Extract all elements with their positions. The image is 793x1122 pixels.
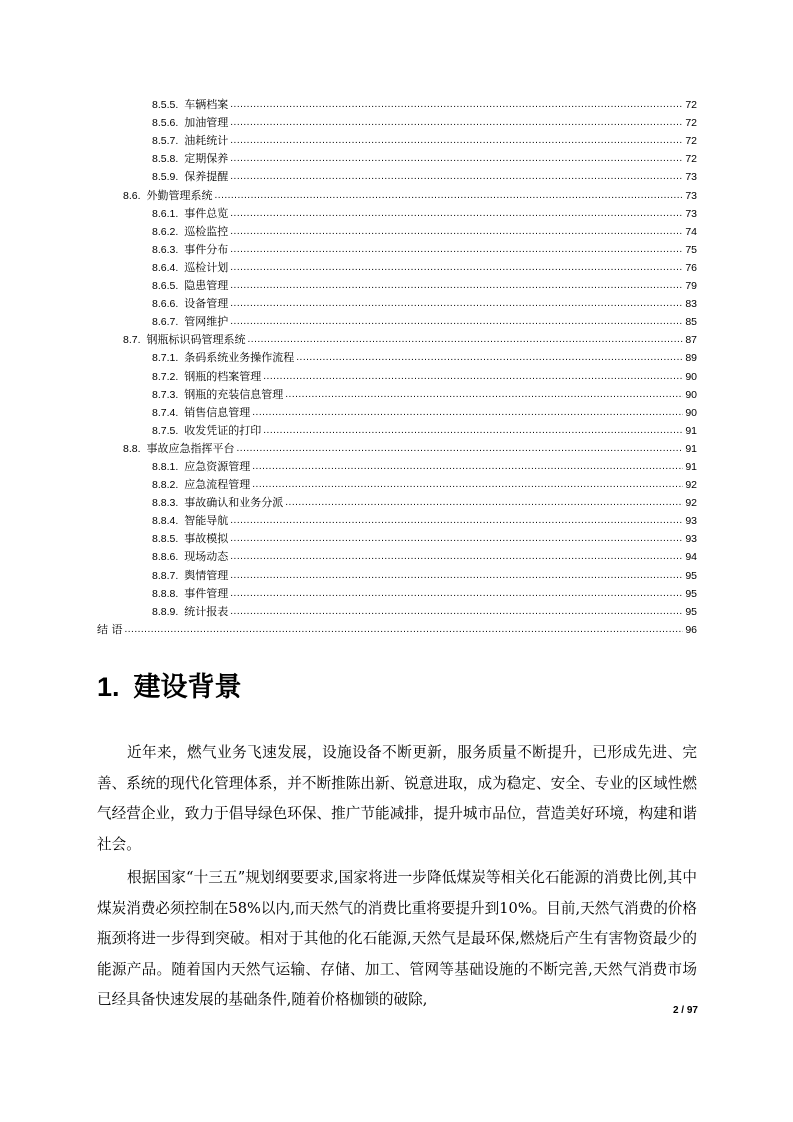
toc-entry-title: 加油管理: [184, 116, 229, 130]
toc-entry[interactable]: [97, 96, 697, 114]
toc-entry-number: 8.6.6.: [152, 298, 179, 311]
page-number: 2 / 97: [672, 1005, 698, 1016]
toc-entry-page: 90: [685, 388, 697, 401]
toc-entry-page: 90: [685, 370, 697, 383]
toc-entry-title: 钢瓶的充装信息管理: [184, 387, 284, 401]
toc-entry-number: 8.6.2.: [152, 225, 179, 238]
toc-entry-number: 8.6.3.: [152, 243, 179, 256]
toc-dot-leader: [215, 187, 684, 205]
toc-entry[interactable]: [97, 313, 697, 331]
toc-entry-page: 89: [685, 352, 697, 365]
toc-entry[interactable]: [97, 476, 697, 494]
toc-entry-number: 8.5.8.: [152, 153, 179, 166]
toc-entry[interactable]: [97, 530, 697, 548]
toc-entry-title: 车辆档案: [184, 98, 229, 112]
toc-entry-number: 8.5.6.: [152, 117, 179, 130]
paragraph: 近年来，燃气业务飞速发展，设施设备不断更新，服务质量不断提升，已形成先进、完善、系统的现代化管理体系，并不断推陈出新、锐意进取，成为稳定、安全、专业的区域性燃气经营企业，致力于倡导绿色环保、推广节能减排，提升城市品位，营造美好环境，构建和谐社会。: [97, 744, 697, 853]
toc-dot-leader: [248, 331, 684, 349]
toc-entry-number: 8.6.: [123, 189, 141, 202]
toc-entry-title: 巡检计划: [184, 260, 229, 274]
toc-entry-title: 钢瓶标识码管理系统: [146, 333, 246, 347]
toc-entry[interactable]: [97, 494, 697, 512]
toc-dot-leader: [230, 277, 683, 295]
toc-entry-page: 72: [685, 117, 697, 130]
toc-dot-leader: [230, 512, 683, 530]
toc-dot-leader: [230, 241, 683, 259]
toc-entry-number: 8.7.1.: [152, 352, 179, 365]
toc-entry[interactable]: [97, 386, 697, 404]
toc-entry-title: 隐患管理: [184, 279, 229, 293]
toc-entry-page: 95: [685, 605, 697, 618]
toc-dot-leader: [230, 132, 683, 150]
toc-entry-title: 事故应急指挥平台: [146, 441, 235, 455]
toc-entry[interactable]: [97, 168, 697, 186]
toc-entry[interactable]: [97, 367, 697, 385]
toc-entry-number: 8.5.5.: [152, 99, 179, 112]
toc-entry-number: 8.7.3.: [152, 388, 179, 401]
toc-entry-number: 8.8.8.: [152, 587, 179, 600]
toc-entry-number: 8.8.4.: [152, 515, 179, 528]
toc-entry-page: 72: [685, 99, 697, 112]
toc-entry-number: 8.8.2.: [152, 479, 179, 492]
toc-entry[interactable]: [97, 603, 697, 621]
toc-entry-page: 73: [685, 207, 697, 220]
toc-entry-title: 事件总览: [184, 206, 229, 220]
toc-entry-page: 95: [685, 587, 697, 600]
toc-entry[interactable]: [97, 512, 697, 530]
toc-dot-leader: [230, 168, 683, 186]
toc-dot-leader: [263, 422, 683, 440]
toc-entry-number: 8.8.3.: [152, 497, 179, 510]
paragraph: 根据国家“十三五”规划纲要要求,国家将进一步降低煤炭等相关化石能源的消费比例,其中煤炭消费必须控制在58%以内,而天然气的消费比重将要提升到10%。目前,天然气消费的价格瓶颈将进一步得到突破。相对于其他的化石能源,天然气是最环保,燃烧后产生有害物资最少的能源产品。随着国内天然气运输、存储、加工、管网等基础设施的不断完善,天然气消费市场已经具备快速发展的基础条件,随着价格枷锁的破除,: [97, 869, 697, 1008]
toc-entry-title: 巡检监控: [184, 224, 229, 238]
toc-entry-number: 8.6.7.: [152, 316, 179, 329]
toc-entry-number: 8.5.7.: [152, 135, 179, 148]
toc-entry-title: 应急流程管理: [184, 478, 251, 492]
toc-entry-page: 76: [685, 261, 697, 274]
toc-entry-title: 结 语: [97, 622, 123, 636]
toc-entry-title: 销售信息管理: [184, 405, 251, 419]
toc-entry-number: 8.7.5.: [152, 424, 179, 437]
toc-dot-leader: [230, 313, 683, 331]
toc-entry-page: 96: [685, 623, 697, 636]
toc-entry[interactable]: [97, 241, 697, 259]
toc-entry-page: 93: [685, 533, 697, 546]
toc-dot-leader: [125, 621, 684, 639]
toc-dot-leader: [230, 96, 683, 114]
toc-entry-title: 现场动态: [184, 550, 229, 564]
toc-entry-page: 73: [685, 171, 697, 184]
toc-dot-leader: [230, 114, 683, 132]
toc-entry[interactable]: [97, 223, 697, 241]
toc-entry[interactable]: [97, 458, 697, 476]
section-title: 建设背景: [133, 672, 242, 703]
section-heading: [97, 665, 242, 704]
toc-entry-page: 93: [685, 515, 697, 528]
toc-entry-page: 72: [685, 135, 697, 148]
toc-entry-title: 定期保养: [184, 152, 229, 166]
toc-entry-page: 83: [685, 298, 697, 311]
toc-entry-number: 8.7.: [123, 334, 141, 347]
toc-entry-number: 8.8.5.: [152, 533, 179, 546]
toc-dot-leader: [230, 295, 683, 313]
toc-entry-title: 条码系统业务操作流程: [184, 351, 295, 365]
toc-dot-leader: [230, 223, 683, 241]
toc-entry-title: 外勤管理系统: [146, 188, 213, 202]
toc-entry-number: 8.8.1.: [152, 460, 179, 473]
toc-dot-leader: [252, 476, 683, 494]
toc-entry-title: 设备管理: [184, 297, 229, 311]
toc-entry[interactable]: [97, 331, 697, 349]
toc-entry-page: 72: [685, 153, 697, 166]
toc-entry-number: 8.6.4.: [152, 261, 179, 274]
toc-entry-title: 统计报表: [184, 604, 229, 618]
toc-entry-number: 8.7.2.: [152, 370, 179, 383]
toc-dot-leader: [230, 259, 683, 277]
toc-dot-leader: [296, 349, 683, 367]
toc-entry-title: 保养提醒: [184, 170, 229, 184]
toc-entry-title: 事故确认和业务分派: [184, 496, 284, 510]
toc-entry[interactable]: [97, 585, 697, 603]
toc-dot-leader: [230, 150, 683, 168]
toc-entry-title: 钢瓶的档案管理: [184, 369, 262, 383]
toc-entry-page: 95: [685, 569, 697, 582]
toc-entry-page: 79: [685, 280, 697, 293]
toc-dot-leader: [230, 585, 683, 603]
toc-entry[interactable]: [97, 422, 697, 440]
toc-entry-page: 91: [685, 424, 697, 437]
toc-dot-leader: [252, 458, 683, 476]
toc-entry[interactable]: [97, 440, 697, 458]
toc-entry-number: 8.8.: [123, 442, 141, 455]
toc-entry[interactable]: [97, 404, 697, 422]
toc-entry-number: 8.8.6.: [152, 551, 179, 564]
toc-dot-leader: [285, 494, 683, 512]
toc-entry-page: 87: [685, 334, 697, 347]
toc-entry[interactable]: [97, 114, 697, 132]
toc-entry-title: 收发凭证的打印: [184, 423, 262, 437]
toc-entry-page: 91: [685, 442, 697, 455]
toc-entry-page: 92: [685, 497, 697, 510]
toc-entry-title: 事故模拟: [184, 532, 229, 546]
toc-dot-leader: [252, 404, 683, 422]
toc-entry-number: 8.7.4.: [152, 406, 179, 419]
toc-dot-leader: [230, 567, 683, 585]
toc-entry[interactable]: [97, 548, 697, 566]
section-number: 1.: [97, 672, 120, 702]
toc-entry[interactable]: [97, 186, 697, 204]
toc-entry[interactable]: [97, 132, 697, 150]
toc-entry-number: 8.8.9.: [152, 605, 179, 618]
toc-entry-title: 管网维护: [184, 315, 229, 329]
toc-entry[interactable]: [97, 621, 697, 639]
toc-entry-title: 应急资源管理: [184, 459, 251, 473]
toc-entry[interactable]: [97, 566, 697, 584]
toc-entry[interactable]: [97, 205, 697, 223]
toc-entry-page: 92: [685, 479, 697, 492]
table-of-contents: [97, 96, 697, 639]
toc-entry-number: 8.5.9.: [152, 171, 179, 184]
toc-entry-page: 94: [685, 551, 697, 564]
toc-entry-title: 油耗统计: [184, 134, 229, 148]
toc-entry-page: 75: [685, 243, 697, 256]
toc-entry-page: 85: [685, 316, 697, 329]
toc-entry[interactable]: [97, 349, 697, 367]
toc-entry-page: 90: [685, 406, 697, 419]
toc-entry-number: 8.8.7.: [152, 569, 179, 582]
toc-dot-leader: [230, 603, 683, 621]
toc-dot-leader: [263, 368, 683, 386]
toc-dot-leader: [230, 205, 683, 223]
toc-dot-leader: [230, 548, 683, 566]
toc-entry[interactable]: [97, 259, 697, 277]
section-body: [97, 738, 697, 1016]
toc-entry-title: 事件分布: [184, 242, 229, 256]
toc-dot-leader: [237, 440, 684, 458]
toc-entry-page: 91: [685, 460, 697, 473]
toc-entry-title: 智能导航: [184, 514, 229, 528]
toc-entry-title: 事件管理: [184, 586, 229, 600]
toc-entry[interactable]: [97, 295, 697, 313]
toc-entry-title: 舆情管理: [184, 568, 229, 582]
toc-entry-page: 73: [685, 189, 697, 202]
toc-entry[interactable]: [97, 150, 697, 168]
toc-entry[interactable]: [97, 277, 697, 295]
toc-entry-number: 8.6.1.: [152, 207, 179, 220]
toc-entry-number: 8.6.5.: [152, 280, 179, 293]
toc-entry-page: 74: [685, 225, 697, 238]
toc-dot-leader: [285, 386, 683, 404]
toc-dot-leader: [230, 530, 683, 548]
